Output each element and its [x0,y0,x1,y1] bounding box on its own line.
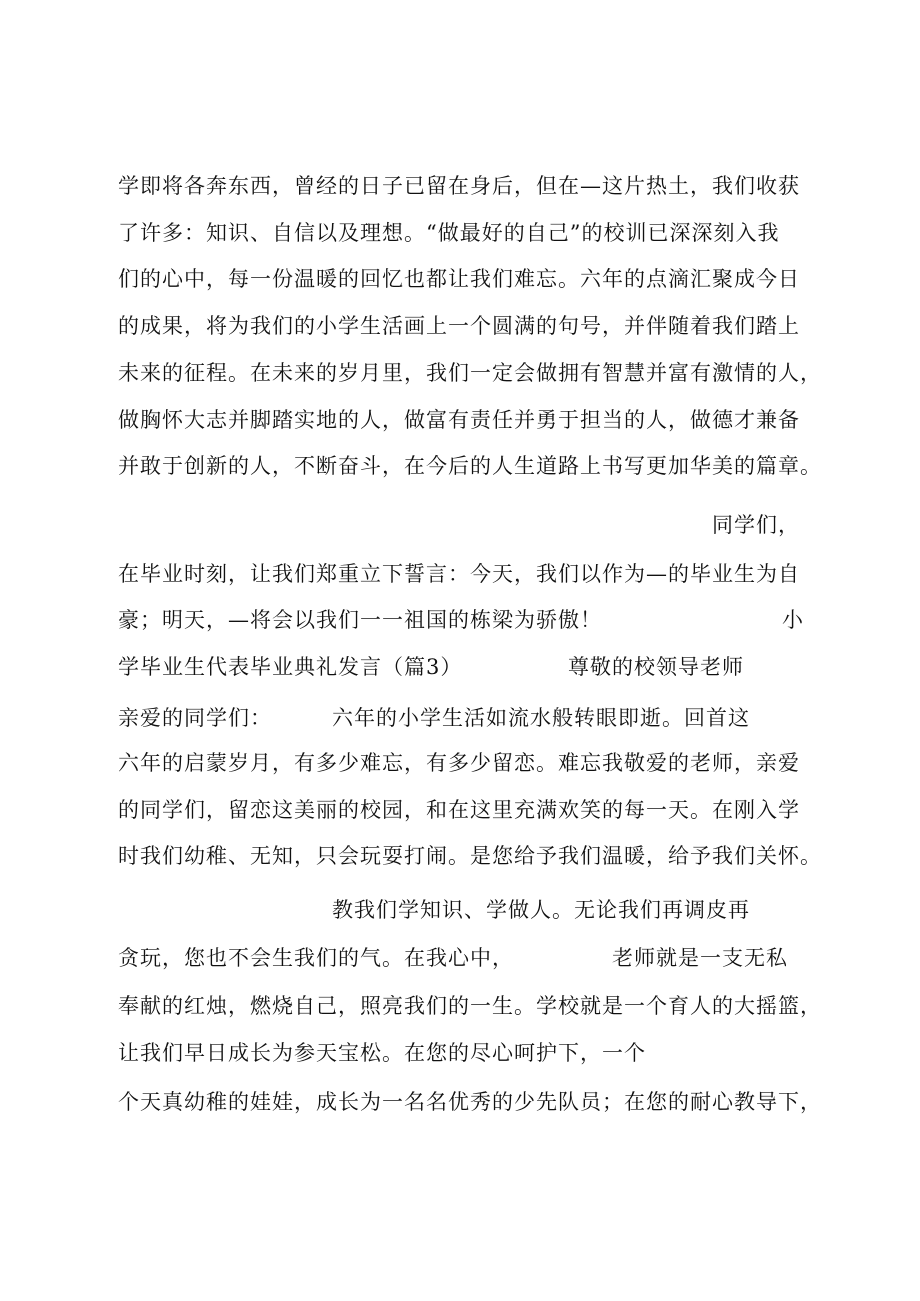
text-line: 小 [782,608,804,632]
text-line: 时我们幼稚、无知，只会玩耍打闹。是您给予我们温暖，给予我们关怀。 [118,844,822,868]
text-line: 在毕业时刻，让我们郑重立下誓言：今天，我们以作为—的毕业生为自 [118,562,800,586]
text-line: 奉献的红烛，燃烧自己，照亮我们的一生。学校就是一个育人的大摇篮， [118,994,822,1018]
text-line: 并敢于创新的人，不断奋斗，在今后的人生道路上书写更加华美的篇章。 [118,454,822,478]
text-line: 亲爱的同学们： [118,706,272,730]
text-line: 贪玩，您也不会生我们的气。在我心中， [118,946,514,970]
text-line: 尊敬的校领导老师 [568,655,744,679]
text-line: 教我们学知识、学做人。无论我们再调皮再 [332,898,750,922]
text-line: 让我们早日成长为参天宝松。在您的尽心呵护下，一个 [118,1041,646,1065]
text-line: 学即将各奔东西，曾经的日子已留在身后，但在—这片热土，我们收获 [118,174,800,198]
text-line: 豪；明天，—将会以我们一一祖国的栋梁为骄傲！ [118,608,602,632]
text-line: 们的心中，每一份温暖的回忆也都让我们难忘。六年的点滴汇聚成今日 [118,267,800,291]
text-line: 未来的征程。在未来的岁月里，我们一定会做拥有智慧并富有激情的人， [118,361,822,385]
text-line: 六年的启蒙岁月，有多少难忘，有多少留恋。难忘我敬爱的老师，亲爱 [118,751,800,775]
text-line: 老师就是一支无私 [612,946,788,970]
text-line: 的成果，将为我们的小学生活画上一个圆满的句号，并伴随着我们踏上 [118,314,800,338]
text-line: 六年的小学生活如流水般转眼即逝。回首这 [332,706,750,730]
section-heading: 学毕业生代表毕业典礼发言（篇3） [118,655,463,679]
text-line: 的同学们，留恋这美丽的校园，和在这里充满欢笑的每一天。在刚入学 [118,798,800,822]
text-line: 做胸怀大志并脚踏实地的人，做富有责任并勇于担当的人，做德才兼备 [118,408,800,432]
text-line: 个天真幼稚的娃娃，成长为一名名优秀的少先队员；在您的耐心教导下， [118,1090,822,1114]
text-line: 同学们， [712,513,800,537]
text-line: 了许多：知识、自信以及理想。“做最好的自己”的校训已深深刻入我 [118,221,780,245]
